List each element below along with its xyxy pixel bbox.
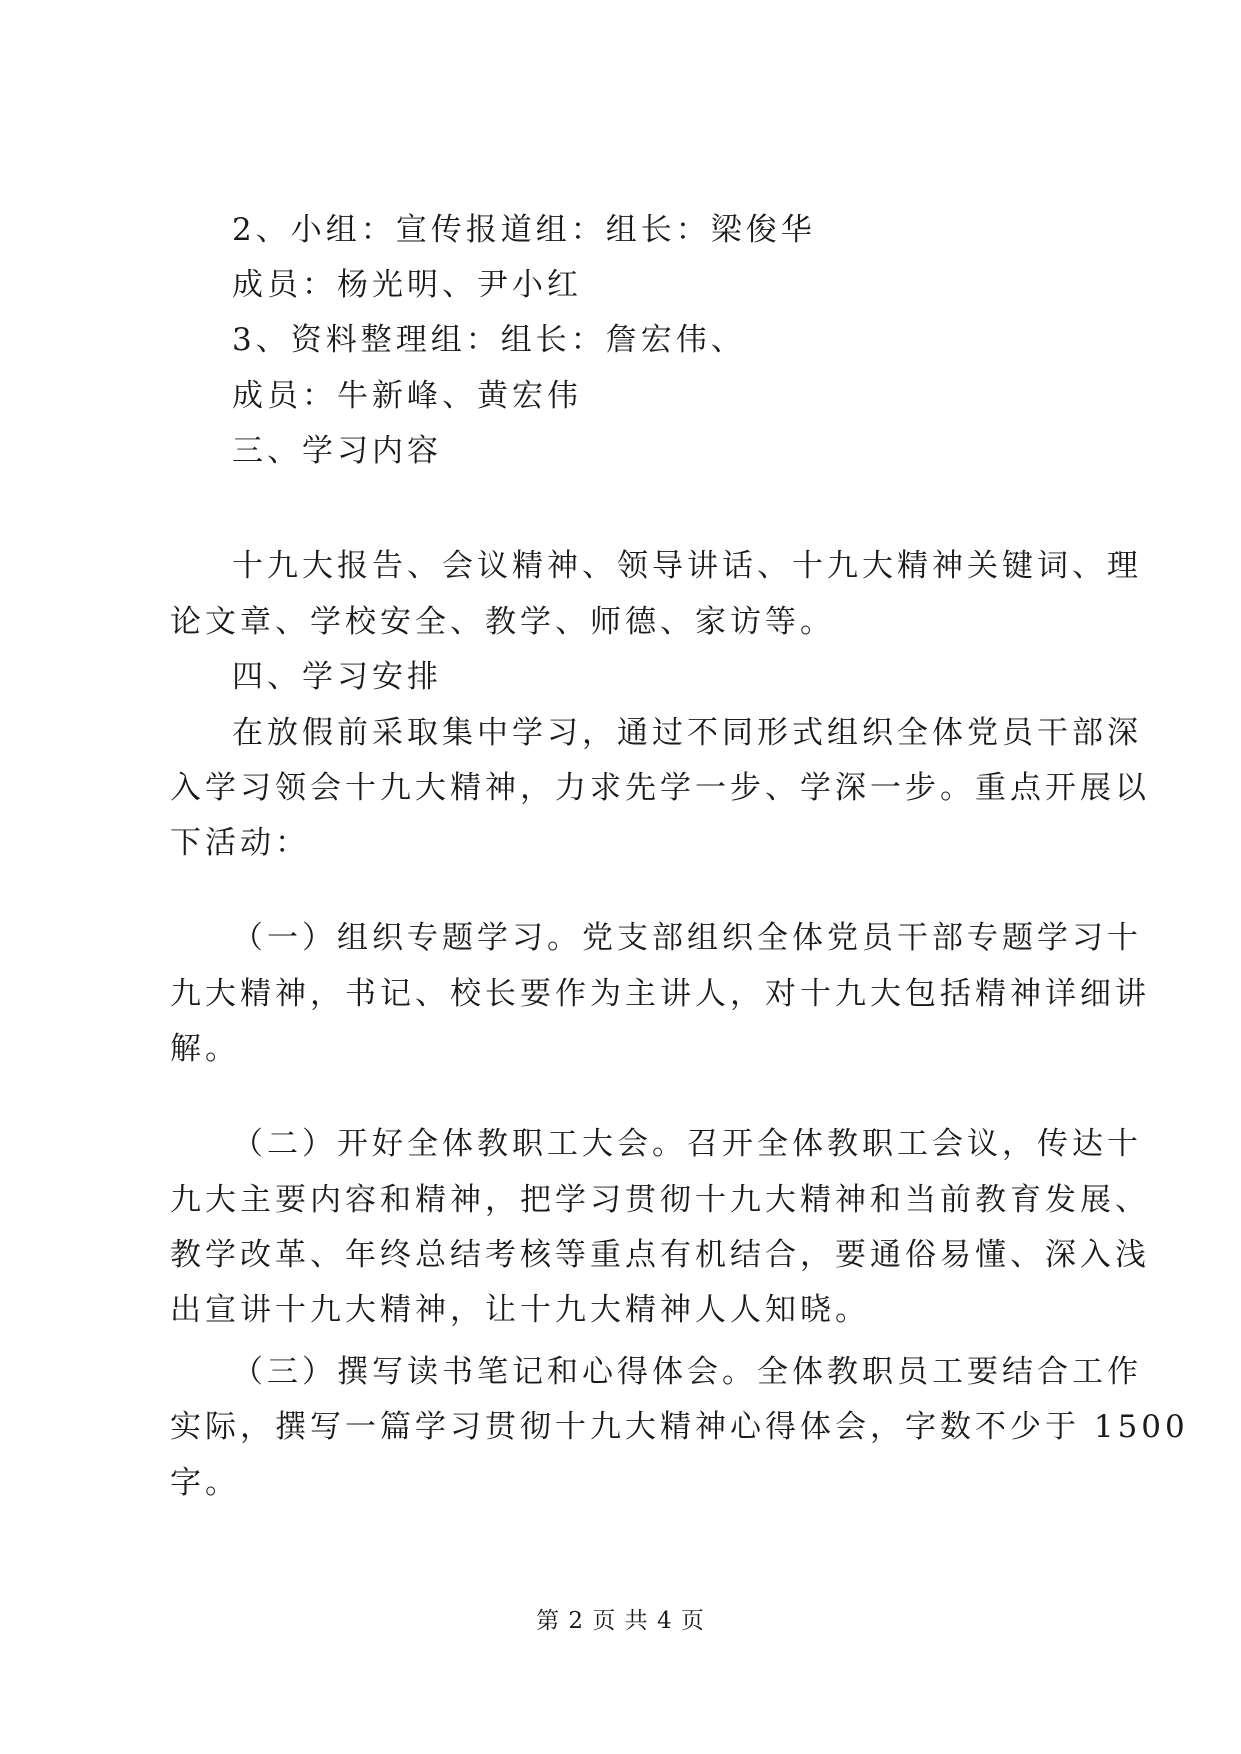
activity-1-line-1: （一）组织专题学习。党支部组织全体党员干部专题学习十	[232, 920, 1142, 956]
activity-2-line-2: 九大主要内容和精神，把学习贯彻十九大精神和当前教育发展、	[170, 1182, 1150, 1218]
activity-1-line-2: 九大精神，书记、校长要作为主讲人，对十九大包括精神详细讲	[170, 976, 1150, 1012]
activity-2-line-4: 出宣讲十九大精神，让十九大精神人人知晓。	[170, 1292, 870, 1328]
activity-2-line-1: （二）开好全体教职工大会。召开全体教职工会议，传达十	[232, 1126, 1142, 1162]
group-materials-line: 3、资料整理组：组长：詹宏伟、	[232, 322, 746, 358]
section-heading-content: 三、学习内容	[232, 433, 442, 469]
paragraph-content-line-2: 论文章、学校安全、教学、师德、家访等。	[170, 604, 835, 640]
section-heading-schedule: 四、学习安排	[232, 659, 442, 695]
paragraph-content-line-1: 十九大报告、会议精神、领导讲话、十九大精神关键词、理	[232, 548, 1142, 584]
activity-1-line-3: 解。	[170, 1031, 240, 1067]
paragraph-schedule-line-2: 入学习领会十九大精神，力求先学一步、学深一步。重点开展以	[170, 770, 1150, 806]
paragraph-schedule-line-1: 在放假前采取集中学习，通过不同形式组织全体党员干部深	[232, 715, 1142, 751]
group-materials-members-line: 成员：牛新峰、黄宏伟	[232, 378, 582, 414]
group-publicity-members-line: 成员：杨光明、尹小红	[232, 267, 582, 303]
page-number-footer: 第 2 页 共 4 页	[536, 1608, 705, 1634]
activity-3-line-2: 实际，撰写一篇学习贯彻十九大精神心得体会，字数不少于 1500	[170, 1409, 1189, 1445]
paragraph-schedule-line-3: 下活动：	[170, 825, 310, 861]
activity-3-line-1: （三）撰写读书笔记和心得体会。全体教职员工要结合工作	[232, 1354, 1142, 1390]
activity-3-line-3: 字。	[170, 1465, 240, 1501]
group-publicity-line: 2、小组：宣传报道组：组长：梁俊华	[232, 212, 816, 248]
activity-2-line-3: 教学改革、年终总结考核等重点有机结合，要通俗易懂、深入浅	[170, 1237, 1150, 1273]
